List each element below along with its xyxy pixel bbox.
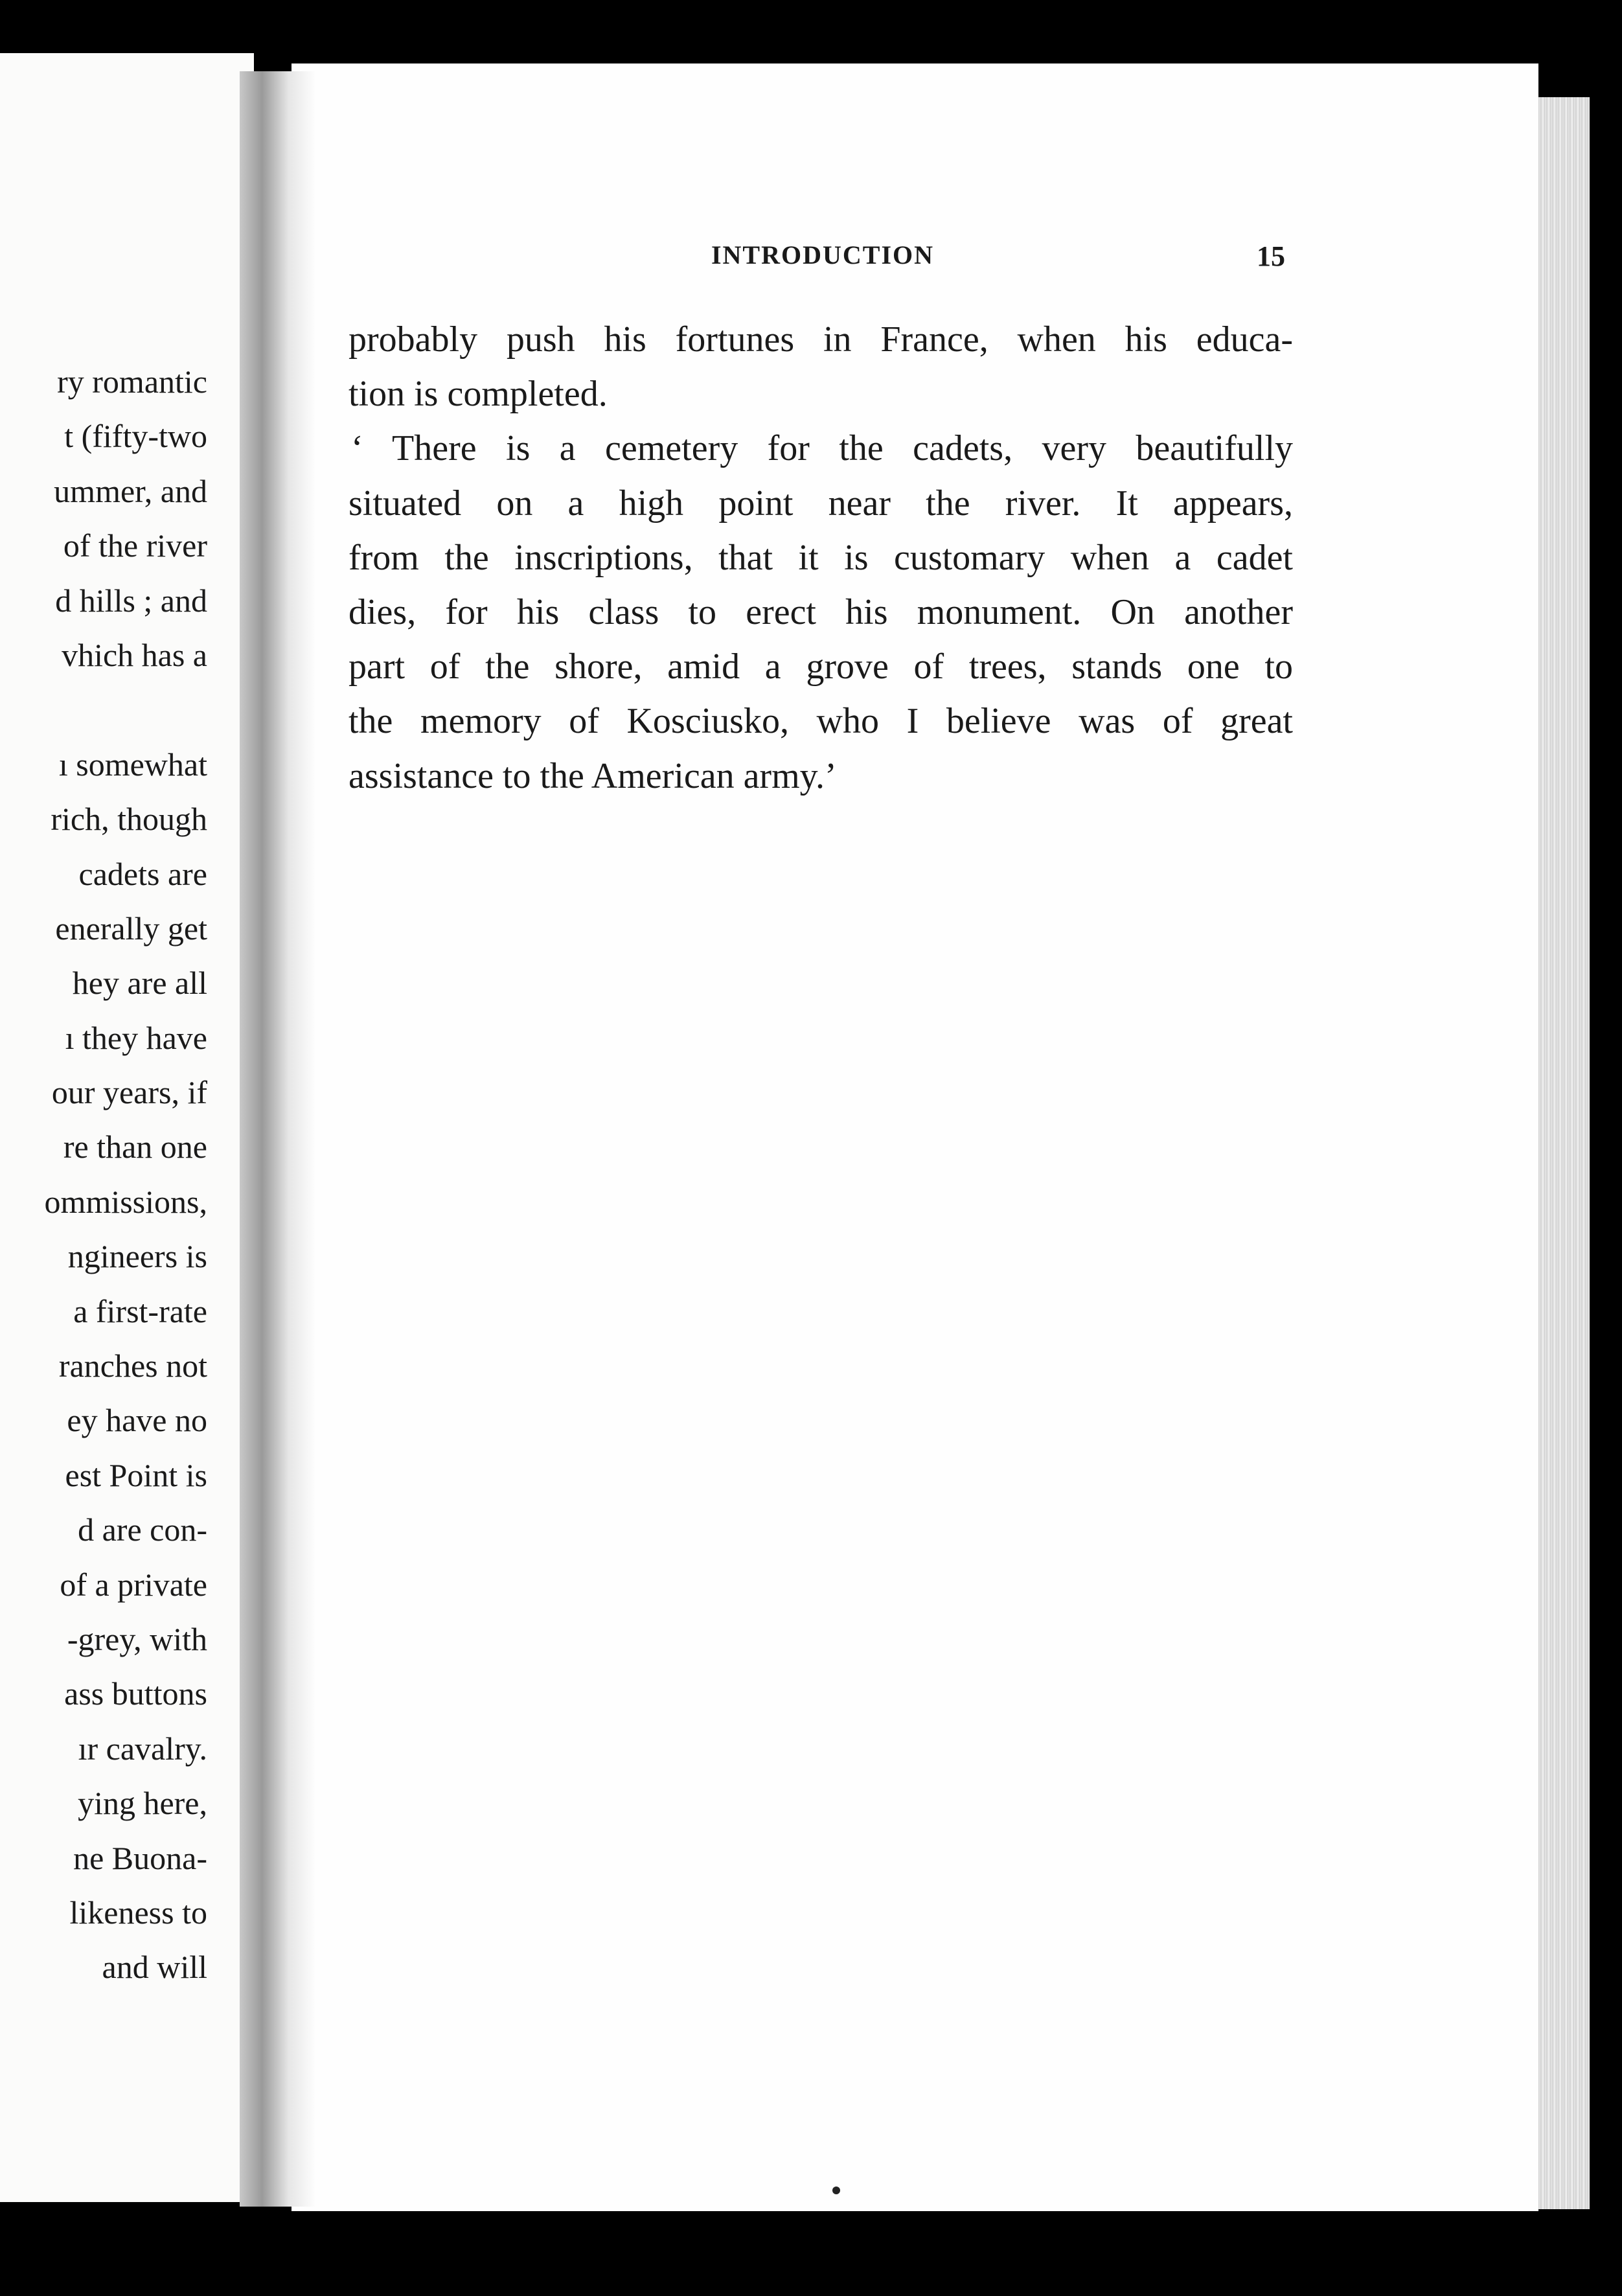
- previous-page-line: d hills ; and: [55, 582, 207, 619]
- previous-page-line: and will: [102, 1949, 207, 1986]
- previous-page-line: t (fifty-two: [64, 418, 207, 455]
- previous-page-line: vhich has a: [62, 636, 207, 673]
- text-line: the memory of Kosciusko, who I believe was of great: [348, 701, 1293, 742]
- text-line: dies, for his class to erect his monument. On another: [348, 591, 1293, 632]
- previous-page-line: a first-rate: [73, 1292, 207, 1329]
- previous-page-line: [0, 682, 207, 737]
- previous-page-line: likeness to: [69, 1894, 207, 1931]
- previous-page-line: ying here,: [78, 1785, 207, 1822]
- previous-page-line: of a private: [60, 1566, 207, 1603]
- previous-page-line: ommissions,: [44, 1183, 207, 1220]
- text-line: ‘ There is a cemetery for the cadets, very beautifully: [351, 428, 1293, 469]
- previous-page-line: ey have no: [67, 1402, 207, 1439]
- previous-page-line: rich, though: [51, 801, 207, 838]
- page-number: 15: [1257, 240, 1285, 272]
- previous-page-line: our years, if: [51, 1074, 207, 1111]
- previous-page-line: ır cavalry.: [78, 1730, 207, 1767]
- text-line: part of the shore, amid a grove of trees, stands one to: [348, 647, 1293, 687]
- previous-page-line: est Point is: [65, 1456, 207, 1493]
- previous-page-line: ry romantic: [57, 363, 207, 400]
- previous-page-line: enerally get: [55, 910, 207, 947]
- text-line: situated on a high point near the river. It appears,: [348, 483, 1293, 523]
- previous-page-line: ass buttons: [64, 1675, 207, 1712]
- text-line: assistance to the American army.’: [348, 755, 837, 796]
- text-line: probably push his fortunes in France, when his educa-: [348, 319, 1293, 360]
- text-line: tion is completed.: [348, 374, 608, 415]
- previous-page-line: ngineers is: [67, 1238, 207, 1275]
- previous-page-line: ne Buona-: [73, 1839, 207, 1876]
- previous-page-line: -grey, with: [67, 1620, 207, 1657]
- previous-page-line: ı somewhat: [58, 746, 207, 783]
- previous-page-line: ummer, and: [54, 472, 207, 509]
- previous-page-text: [0, 354, 207, 1995]
- book-gutter-shadow: [240, 71, 315, 2207]
- page-body-text: [348, 312, 1293, 803]
- previous-page-line: hey are all: [72, 965, 207, 1002]
- previous-page-line: re than one: [63, 1129, 207, 1165]
- previous-page: [0, 53, 254, 2202]
- previous-page-line: of the river: [63, 527, 207, 564]
- previous-page-line: ranches not: [58, 1348, 207, 1384]
- printer-mark: [832, 2187, 840, 2194]
- previous-page-line: cadets are: [78, 855, 207, 892]
- text-line: from the inscriptions, that it is customary when a cadet: [348, 537, 1293, 578]
- running-head: INTRODUCTION: [711, 240, 935, 270]
- previous-page-line: d are con-: [78, 1511, 207, 1548]
- previous-page-line: ı they have: [65, 1019, 207, 1056]
